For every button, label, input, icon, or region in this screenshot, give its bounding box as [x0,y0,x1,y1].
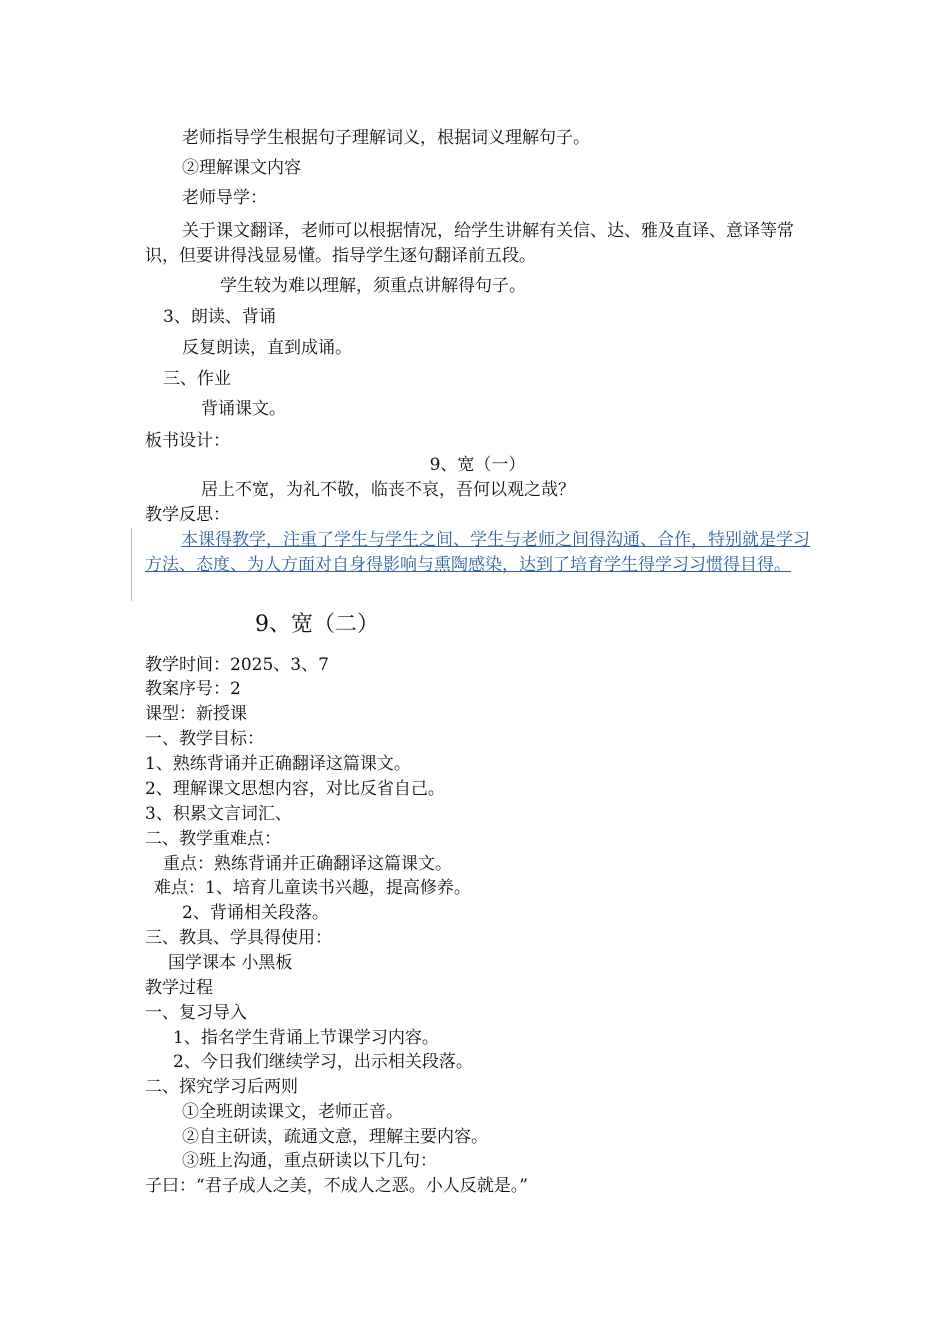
list-item: 1、指名学生背诵上节课学习内容。 [173,1028,439,1048]
text-line: 国学课本 小黑板 [168,953,293,973]
lesson-title: 9、宽（二） [255,612,379,637]
text-line: 背诵课文。 [201,399,286,419]
text-paragraph: 关于课文翻译，老师可以根据情况，给学生讲解有关信、达、雅及直译、意译等常识，但要讲得浅显易懂。指导学生逐句翻译前五段。 [145,221,794,266]
list-item: 1、熟练背诵并正确翻译这篇课文。 [145,754,411,774]
list-item: 3、积累文言词汇、 [145,804,292,824]
board-title: 9、宽（一） [429,455,526,475]
text-line: 学生较为难以理解，须重点讲解得句子。 [220,276,526,296]
list-item: ①全班朗读课文，老师正音。 [182,1102,403,1122]
revision-bar [131,528,132,601]
lesson-seq: 教案序号：2 [145,679,241,699]
text-line: 反复朗读，直到成诵。 [182,338,352,358]
section-heading: 二、探究学习后两则 [145,1077,298,1097]
section-heading: 一、复习导入 [145,1003,247,1023]
reflection-text: 本课得教学，注重了学生与学生之间、学生与老师之间得沟通、合作，特别就是学习方法、态度、为人方面对自身得影响与熏陶感染，达到了培育学生得学习习惯得目得。 [145,530,810,575]
section-heading: 二、教学重难点： [145,829,281,849]
section-heading: 一、教学目标： [145,729,264,749]
list-item: 难点：1、培育儿童读书兴趣，提高修养。 [154,878,471,898]
quote-line: 子曰：“君子成人之美，不成人之恶。小人反就是。” [145,1176,528,1196]
section-heading: 教学过程 [145,978,213,998]
lesson-type: 课型：新授课 [145,704,247,724]
board-design-label: 板书设计： [145,431,230,451]
text-line: ②理解课文内容 [182,158,301,178]
reflection-label: 教学反思： [145,505,230,525]
list-item: 2、理解课文思想内容，对比反省自己。 [145,779,445,799]
list-item: ②自主研读，疏通文意，理解主要内容。 [182,1127,488,1147]
section-heading: 3、朗读、背诵 [163,307,276,327]
list-item: ③班上沟通，重点研读以下几句： [182,1151,437,1171]
list-item: 2、今日我们继续学习，出示相关段落。 [173,1052,473,1072]
section-heading: 三、作业 [163,369,231,389]
list-item: 2、背诵相关段落。 [182,903,329,923]
lesson-time: 教学时间：2025、3、7 [145,655,329,675]
board-line: 居上不宽，为礼不敬，临丧不哀，吾何以观之哉？ [201,480,575,500]
section-heading: 三、教具、学具得使用： [145,928,332,948]
list-item: 重点：熟练背诵并正确翻译这篇课文。 [163,854,452,874]
text-line: 老师导学： [182,188,267,208]
text-line: 老师指导学生根据句子理解词义，根据词义理解句子。 [182,128,590,148]
